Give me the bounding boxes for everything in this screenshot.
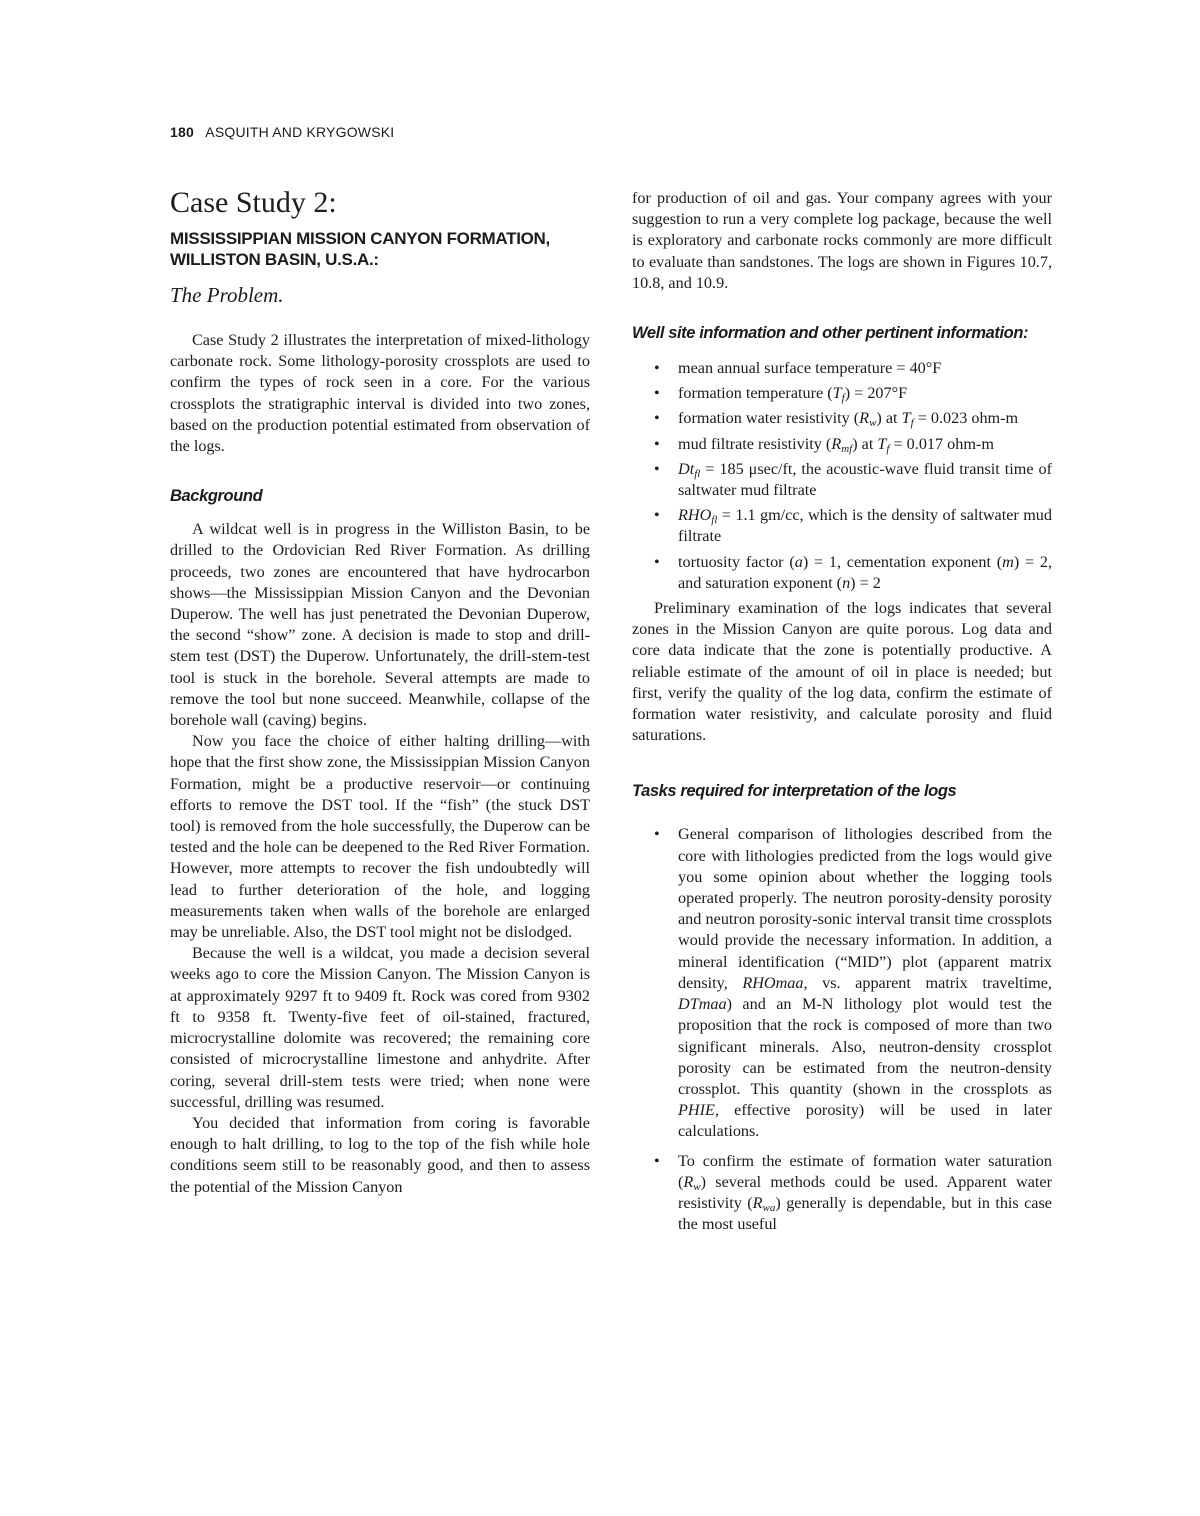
list-item: • formation temperature $(T_f) = 207^\circ F$ (654, 384, 908, 405)
bullet-icon: • (654, 459, 660, 478)
list-item: • To confirm the estimate of formation water saturation $(R_w)$ several methods could be used. Apparent water resistivity $(R_{wa})$ generally is dependable, but in this case the most useful (654, 1151, 1052, 1234)
list-item: • $Dt_{fl} = 185$ μsec/ft, the acoustic-wave fluid transit time of saltwater mud filtrate (654, 459, 1052, 500)
case-study-title: Case Study 2: (170, 186, 337, 219)
list-item: • $RHO_{fl} = 1.1$ gm/cc, which is the density of saltwater mud filtrate (654, 506, 1052, 546)
well-site-list (632, 358, 1052, 594)
problem-heading: The Problem. (170, 283, 284, 307)
subtitle-line-1: MISSISSIPPIAN MISSION CANYON FORMATION, (170, 229, 550, 248)
page-number: 180 (170, 124, 194, 140)
list-item: • mud filtrate resistivity $(R_{mf})$ at $T_f = 0.017$ ohm-m (654, 434, 994, 455)
background-paragraph-3: Because the well is a wildcat, you made a decision several weeks ago to core the Mission Canyon. The Mission Canyon is at approximately 9297 ft to 9409 ft. Rock was cored from 9302 ft to 9358 ft. Twenty-five feet of oil-stained, fractured, microcrystalline dolomite was recovered; the remaining core consisted of microcrystalline limestone and anhydrite. After coring, several drill-stem tests were tried; when none were successful, drilling was resumed. (170, 944, 590, 1111)
running-header (170, 124, 394, 140)
tasks-heading: Tasks required for interpretation of the logs (632, 782, 957, 801)
preliminary-paragraph: Preliminary examination of the logs indicates that several zones in the Mission Canyon are quite porous. Log data and core data indicate that the zone is potentially productive. A reliable estimate of the amount of oil in place is needed; but first, verify the quality of the log data, confirm the estimate of formation water resistivity, and calculate porosity and fluid saturations. (632, 599, 1052, 745)
bullet-icon: • (654, 409, 660, 428)
list-item: • General comparison of lithologies described from the core with lithologies predicted from the logs would give you some opinion about whether the logging tools operated properly. The neutron porosity-density porosity and neutron porosity-sonic interval transit time crossplots would provide the necessary information. In addition, a mineral identification (“MID”) plot (apparent matrix density, RHOmaa, vs. apparent matrix traveltime, DTmaa) and an M-N lithology plot would test the proposition that the rock is composed of more than two significant minerals. Also, neutron-density crossplot porosity can be estimated from the neutron-density crossplot. This quantity (shown in the crossplots as PHIE, effective porosity) will be used in later calculations. (654, 825, 1052, 1141)
running-header-authors: ASQUITH AND KRYGOWSKI (205, 124, 395, 140)
bullet-icon: • (654, 359, 660, 378)
background-heading: Background (170, 487, 263, 506)
tasks-list (632, 824, 1052, 1235)
bullet-icon: • (654, 1151, 660, 1170)
subtitle-line-2: WILLISTON BASIN, U.S.A.: (170, 250, 379, 269)
bullet-icon: • (654, 506, 660, 525)
bullet-icon: • (654, 552, 660, 571)
list-item: • formation water resistivity $(R_w)$ at $T_f = 0.023$ ohm-m (654, 409, 1019, 430)
bullet-icon: • (654, 434, 660, 453)
list-item: • tortuosity factor (a) = 1, cementation exponent (m) = 2, and saturation exponent (n) = 2 (654, 552, 1052, 592)
continuation-paragraph: for production of oil and gas. Your company agrees with your suggestion to run a very complete log package, because the well is exploratory and carbonate rocks commonly are more difficult to evaluate than sandstones. The logs are shown in Figures 10.7, 10.8, and 10.9. (632, 189, 1052, 292)
intro-paragraph: Case Study 2 illustrates the interpretation of mixed-lithology carbonate rock. Some lithology-porosity crossplots are used to confirm the types of rock seen in a core. For the various crossplots the stratigraphic interval is divided into two zones, based on the production potential estimated from observation of the logs. (170, 331, 590, 456)
bullet-icon: • (654, 825, 660, 844)
bullet-icon: • (654, 384, 660, 403)
case-study-subtitle (170, 228, 590, 270)
left-column (170, 186, 590, 1198)
background-paragraph-4: You decided that information from coring is favorable enough to halt drilling, to log to the top of the fish while hole conditions seem still to be reasonably good, and then to assess the potential of the Mission Canyon (170, 1113, 590, 1196)
background-paragraph-2: Now you face the choice of either halting drilling—with hope that the first show zone, the Mississippian Mission Canyon Formation, might be a productive reservoir—or continuing efforts to remove the DST tool. If the “fish” (the stuck DST tool) is removed from the hole successfully, the Duperow can be tested and the hole can be deepened to the Red River Formation. However, more attempts to recover the fish undoubtedly will lead to further deterioration of the hole, and logging measurements taken when walls of the borehole are enlarged may be unreliable. Also, the DST tool might not be dislodged. (170, 732, 590, 942)
well-site-heading: Well site information and other pertinent information: (632, 324, 1029, 343)
background-paragraph-1: A wildcat well is in progress in the Williston Basin, to be drilled to the Ordovician Red River Formation. As drilling proceeds, two zones are encountered that have hydrocarbon shows—the Mississippian Mission Canyon and the Devonian Duperow. The well has just penetrated the Devonian Duperow, the second “show” zone. A decision is made to stop and drill-stem test (DST) the Duperow. Unfortunately, the drill-stem-test tool is stuck in the borehole. Several attempts are made to remove the tool but none succeed. Meanwhile, collapse of the borehole wall (caving) begins. (170, 520, 590, 730)
right-column (632, 188, 1052, 1239)
list-item: • mean annual surface temperature = 40°F (632, 358, 1052, 379)
